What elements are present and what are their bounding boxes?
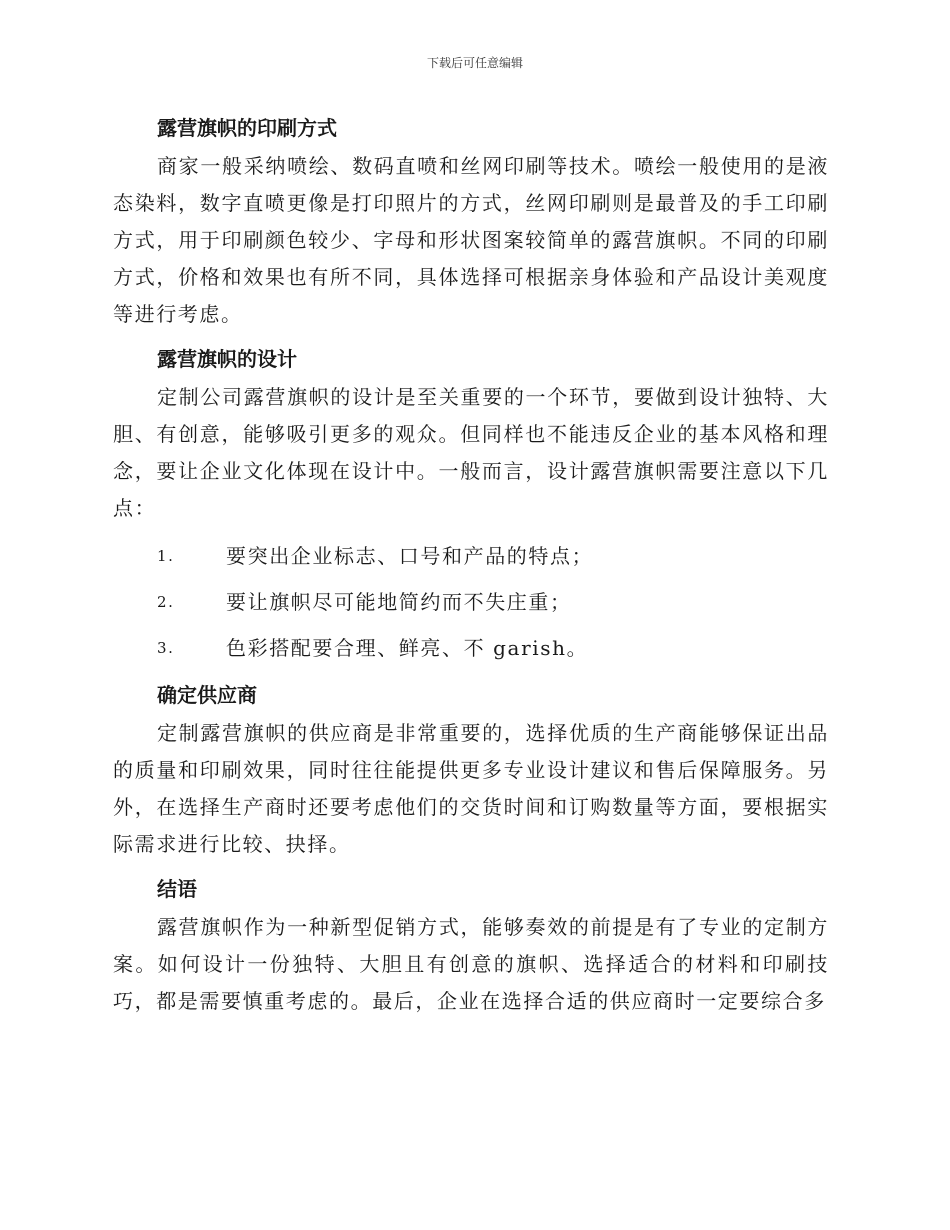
section-heading: 结语 — [157, 877, 197, 901]
section-heading: 确定供应商 — [157, 683, 257, 707]
section-heading: 露营旗帜的设计 — [157, 347, 297, 371]
paragraph: 定制露营旗帜的供应商是非常重要的，选择优质的生产商能够保证出品的质量和印刷效果，同时往往能提供更多专业设计建议和售后保障服务。另外，在选择生产商时还要考虑他们的交货时间和订购数量等方面，要根据实际需求进行比较、抉择。 — [113, 721, 829, 856]
list-item — [113, 533, 829, 579]
list-item — [113, 579, 829, 625]
section-heading: 露营旗帜的印刷方式 — [157, 116, 337, 140]
paragraph: 商家一般采纳喷绘、数码直喷和丝网印刷等技术。喷绘一般使用的是液态染料，数字直喷更像是打印照片的方式，丝网印刷则是最普及的手工印刷方式，用于印刷颜色较少、字母和形状图案较简单的露营旗帜。不同的印刷方式，价格和效果也有所不同，具体选择可根据亲身体验和产品设计美观度等进行考虑。 — [113, 154, 829, 326]
page-header: 下载后可任意编辑 — [426, 56, 523, 70]
section-supplier — [113, 675, 829, 863]
section-printing-methods — [113, 108, 829, 333]
list-number: 3. — [157, 639, 175, 657]
section-conclusion — [113, 869, 829, 1020]
design-points-list — [113, 533, 829, 671]
paragraph: 定制公司露营旗帜的设计是至关重要的一个环节，要做到设计独特、大胆、有创意，能够吸引更多的观众。但同样也不能违反企业的基本风格和理念，要让企业文化体现在设计中。一般而言，设计露营旗帜需要注意以下几点： — [113, 385, 829, 520]
document-body — [113, 108, 829, 1026]
paragraph: 露营旗帜作为一种新型促销方式，能够奏效的前提是有了专业的定制方案。如何设计一份独特、大胆且有创意的旗帜、选择适合的材料和印刷技巧，都是需要慎重考虑的。最后，企业在选择合适的供应商时一定要综合多 — [113, 915, 829, 1013]
list-item — [113, 625, 829, 671]
list-text: 要突出企业标志、口号和产品的特点； — [226, 544, 594, 568]
list-number: 2. — [157, 593, 175, 611]
list-number: 1. — [157, 547, 175, 565]
section-design — [113, 339, 829, 671]
list-text: 色彩搭配要合理、鲜亮、不 garish。 — [226, 636, 589, 660]
list-text: 要让旗帜尽可能地简约而不失庄重； — [226, 590, 572, 614]
